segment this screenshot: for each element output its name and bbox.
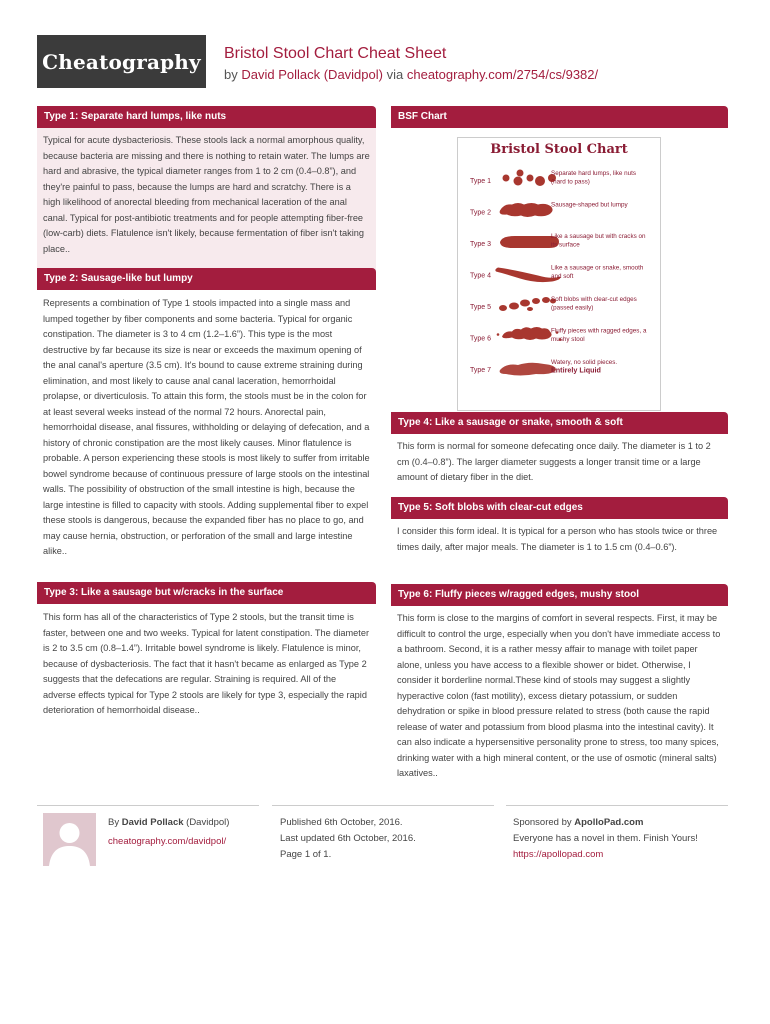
chart-row [470,265,644,283]
footer-sponsor-name[interactable]: ApolloPad.com [574,817,644,828]
bristol-stool-chart [457,137,661,411]
section-type1-title: Type 1: Separate hard lumps, like nuts [37,106,376,128]
section-type1-text: Typical for acute dysbacteriosis. These stools lack a normal amorphous quality, because bacteria are missing and there is nothing to retain water. The lumps are hard and abrasive, the typical diameter ranges from 1 to 2 cm (0.4–0.8”), and they're painful to pass, because the lumps are hard and scratchy. There is a high likelihood of anorectal bleeding from mechanical laceration of the anal canal. Typical for post-antibiotic treatments and for people attempting fiber-free (low-carb) diets. Flatulence isn't likely, because fermentation of fiber isn't taking place.. [37,128,376,282]
chart-row-type: Type 1 [470,178,492,185]
footer-sponsor-tagline: Everyone has a novel in them. Finish Yours! [513,833,698,844]
footer-by-label: By [108,817,120,828]
author-avatar [43,813,96,866]
section-bsf-title: BSF Chart [391,106,728,128]
section-type4 [391,412,728,501]
footer-divider-3 [506,805,728,806]
chart-rows [458,138,660,410]
footer-author-handle: (Davidpol) [186,817,230,828]
footer-dates [280,815,416,863]
chart-title: Bristol Stool Chart [490,142,628,157]
chart-row-type: Type 7 [470,367,492,374]
chart-row-desc-2: and soft [551,273,574,280]
chart-row-desc: Like a sausage or snake, smooth [551,264,644,272]
chart-row-desc-2: (passed easily) [551,304,594,312]
section-type1 [37,106,376,282]
author-link[interactable]: David Pollack (Davidpol) [241,67,383,82]
chart-row-desc: Sausage-shaped but lumpy [551,201,628,209]
footer-sponsored-label: Sponsored by [513,817,572,828]
page-title: Bristol Stool Chart Cheat Sheet [224,45,447,62]
chart-row-type: Type 2 [470,209,492,217]
section-bsf [391,106,728,128]
footer-sponsor-link[interactable]: https://apollopad.com [513,849,604,860]
footer-sponsor [513,815,698,863]
footer-published: Published 6th October, 2016. [280,817,403,828]
chart-row-type: Type 5 [470,304,492,311]
section-type2-title: Type 2: Sausage-like but lumpy [37,268,376,290]
chart-row-desc: Watery, no solid pieces. [551,359,618,366]
chart-row-desc: Fluffy pieces with ragged edges, a [551,327,647,335]
chart-row [470,296,637,312]
footer-updated: Last updated 6th October, 2016. [280,833,416,844]
cheatography-logo[interactable]: Cheatography [37,35,206,88]
footer-page: Page 1 of 1. [280,849,332,860]
footer-author [108,815,229,850]
section-type3 [37,582,376,732]
chart-row-desc-2: (hard to pass) [551,178,590,186]
section-type5-title: Type 5: Soft blobs with clear-cut edges [391,497,728,519]
chart-row [470,359,617,376]
chart-row-type: Type 4 [470,272,492,280]
sheet-url-link[interactable]: cheatography.com/2754/cs/9382/ [406,67,599,82]
section-type5 [391,497,728,578]
chart-row-type: Type 6 [470,335,492,343]
section-type4-text: This form is normal for someone defecating once daily. The diameter is 1 to 2 cm (0.4–0.8”). The larger diameter suggests a longer transit time or a large amount of dietary fiber in the diet. [391,434,728,501]
chart-row [470,233,646,249]
footer-author-link[interactable]: cheatography.com/davidpol/ [108,836,227,847]
section-type4-title: Type 4: Like a sausage or snake, smooth & soft [391,412,728,434]
footer-divider-2 [272,805,494,806]
footer-author-name: David Pollack [121,817,184,828]
section-type2-text: Represents a combination of Type 1 stools impacted into a single mass and lumped together by fiber components and some bacteria. Typical for organic constipation. The diameter is 3 to 4 cm (1.2–1.6”). This type is the most destructive by far because its size is near or exceeds the maximum opening of the anal canal's aperture (3.5 cm). It's bound to cause extreme straining during elimination, and most likely to cause anal canal laceration, hemorrhoidal prolapse, or diverticulosis. To attain this form, the stools must be in the colon for at least several weeks instead of the normal 72 hours. Anorectal pain, hemorrhoidal disease, anal fissures, withholding or delaying of defecation, and a history of chronic constipation are the most likely causes. Minor flatulence is probable. A person experiencing these stools is most likely to suffer from irritable bowel syndrome because of continuous pressure of large stools on the intestinal walls. The possibility of obstruction of the small intestine is high, because the large intestine is filled to capacity with stools. Adding supplemental fiber to expel these stools is dangerous, because the expanded fiber has no place to go, and may cause hernia, obstruction, or perforation of the small and large intestine alike.. [37,290,376,581]
chart-row-desc-2: mushy stool [551,336,585,343]
chart-row-type: Type 3 [470,241,492,248]
chart-row [470,170,636,187]
section-type5-text: I consider this form ideal. It is typical for a person who has stools twice or three times daily, after major meals. The diameter is 1 to 1.5 cm (0.4–0.6”). [391,519,728,578]
section-type3-title: Type 3: Like a sausage but w/cracks in the surface [37,582,376,604]
avatar-silhouette-icon [43,813,96,866]
byline-by: by [224,67,238,82]
chart-row [470,327,647,343]
chart-row-desc: Like a sausage but with cracks on [551,233,646,240]
byline [224,67,598,82]
chart-row-desc-2: Entirely Liquid [551,365,601,375]
section-type2 [37,268,376,581]
chart-row-desc-2: its surface [551,241,580,249]
chart-row-desc: Separate hard lumps, like nuts [551,170,637,177]
chart-row-desc: Soft blobs with clear-cut edges [551,296,637,303]
footer-divider-1 [37,805,259,806]
byline-via: via [386,67,404,82]
section-type6-title: Type 6: Fluffy pieces w/ragged edges, mushy stool [391,584,728,606]
section-type6-text: This form is close to the margins of comfort in several respects. First, it may be difficult to control the urge, especially when you don't have immediate access to a bathroom. Second, it is a rather messy affair to manage with toilet paper alone, unless you have access to a flexible shower or bidet. Otherwise, I consider it borderline normal.These kind of stools may suggest a slightly hyperactive colon (fast motility), excess dietary potassium, or sudden dehydration or spike in blood pressure related to stress (both cause the rapid release of water and potassium from blood plasma into the intestinal cavity). It can also indicate a hypersensitive personality prone to stress, too many spices, drinking water with a high mineral content, or the use of osmotic (mineral salts) laxatives.. [391,606,728,805]
section-type6 [391,584,728,805]
chart-row [470,202,629,218]
section-type3-text: This form has all of the characteristics of Type 2 stools, but the transit time is faster, between one and two weeks. Typical for latent constipation. The diameter is 2 to 3.5 cm (0.8–1.4”). Irritable bowel syndrome is likely. Flatulence is minor, because of dysbacteriosis. The fact that it hasn't became as enlarged as Type 2 suggests that the defecations are regular. Straining is required. All of the adverse effects typical for Type 2 stools are likely for type 3, especially the rapid deterioration of hemorrhoidal disease.. [37,604,376,732]
